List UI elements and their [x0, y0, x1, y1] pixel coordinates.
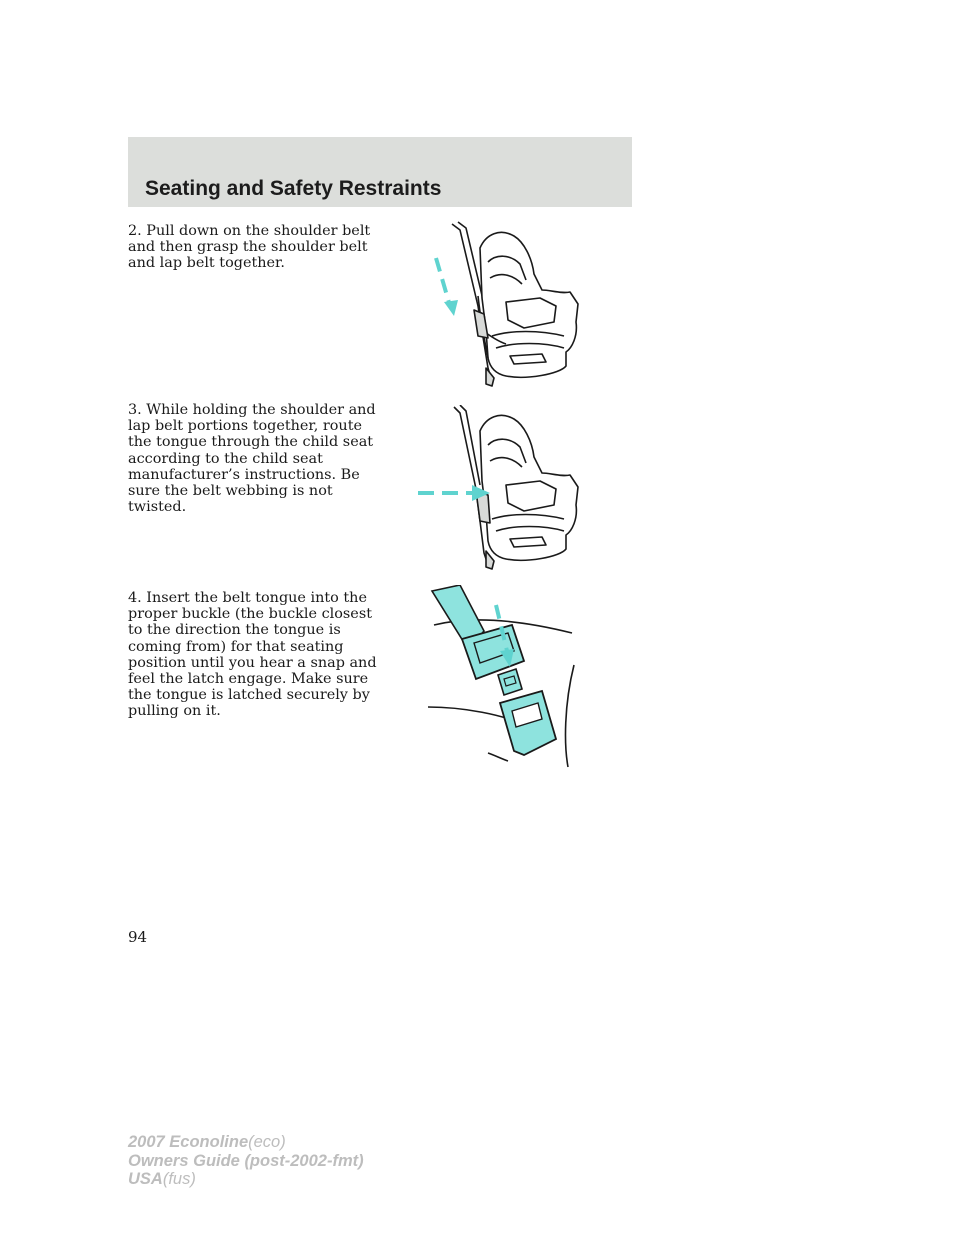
child-seat-route-tongue-figure [418, 405, 588, 570]
step-2-text: 2. Pull down on the shoulder belt and then grasp the shoulder belt and lap belt together. [128, 223, 371, 272]
footer-line-2: Owners Guide (post-2002-fmt) [128, 1151, 364, 1170]
footer-line-3: USA(fus) [128, 1170, 196, 1188]
child-seat-pull-down-figure [430, 218, 590, 388]
page-number: 94 [128, 928, 148, 946]
section-title: Seating and Safety Restraints [145, 177, 442, 200]
step-3-text: 3. While holding the shoulder and lap belt portions together, route the tongue through the child seat according to the child seat manufacturer’s instructions. Be sure the belt webbing is not twisted. [128, 402, 376, 516]
child-seat-illustration [452, 222, 578, 386]
down-arrow-icon [436, 258, 458, 316]
buckle-illustration [428, 585, 574, 767]
footer-line-1: 2007 Econoline(eco) [128, 1133, 286, 1151]
section-header [128, 137, 632, 207]
document-footer [128, 1133, 364, 1189]
buckle-figure [424, 585, 584, 775]
step-4-text: 4. Insert the belt tongue into the proper buckle (the buckle closest to the direction the tongue is coming from) for that seating position until you hear a snap and feel the latch engage. Make sure the tongue is latched securely by pulling on it. [128, 590, 377, 720]
